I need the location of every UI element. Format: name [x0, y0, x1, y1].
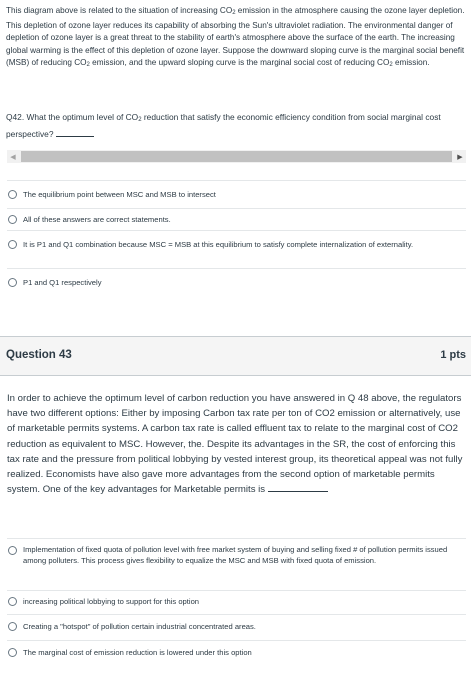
radio-button[interactable] [8, 240, 17, 249]
horizontal-scrollbar[interactable] [7, 150, 466, 163]
radio-button[interactable] [8, 648, 17, 657]
q43-option-1[interactable]: Implementation of fixed quota of pollution level with free market system of buying and selling fixed # of pollution permits issued among polluters. This process gives flexibility to equalize the MSC and MSB with fixed quota of emission. [7, 538, 466, 591]
q42-option-3[interactable]: It is P1 and Q1 combination because MSC = MSB at this equilibrium to satisfy complete internalization of externality. [7, 230, 466, 269]
scroll-left-icon[interactable]: ◀ [10, 153, 16, 161]
radio-button[interactable] [8, 546, 17, 555]
question-43-text: In order to achieve the optimum level of carbon reduction you have answered in Q 48 above, the regulators have two different options: Either by imposing Carbon tax rate per ton of CO2 emission or alternatively, use of marketable permits systems. A carbon tax rate is called effluent tax to relate to the marginal cost of CO2 reduction as equivalent to MSC. However, the. Despite its advantages in the SR, the cost of enforcing this tax rate and the pressure from political lobbying by vested interest group, its theoretical appeal was not fully realized. Economists have also gave more advantages from the second option of marketable permits system. One of the key advantages for Marketable permits is [7, 393, 463, 496]
radio-button[interactable] [8, 622, 17, 631]
q43-option-4[interactable]: The marginal cost of emission reduction is lowered under this option [7, 640, 466, 667]
radio-button[interactable] [8, 215, 17, 224]
radio-button[interactable] [8, 597, 17, 606]
q43-option-3[interactable]: Creating a "hotspot" of pollution certain industrial concentrated areas. [7, 614, 466, 641]
question-points: 1 pts [440, 349, 466, 361]
question-43-header [0, 336, 471, 376]
answer-blank [268, 482, 328, 492]
q43-option-2[interactable]: increasing political lobbying to support for this option [7, 590, 466, 615]
q42-option-1[interactable]: The equilibrium point between MSC and MSB to intersect [7, 180, 466, 209]
radio-button[interactable] [8, 278, 17, 287]
q42-option-4[interactable]: P1 and Q1 respectively [7, 268, 466, 291]
radio-button[interactable] [8, 190, 17, 199]
scroll-right-icon[interactable]: ▶ [457, 153, 463, 161]
scrollbar-thumb[interactable] [21, 151, 452, 162]
question-42-text: Q42. What the optimum level of CO2 reduction that satisfy the economic efficiency condition from social marginal cost perspective? [6, 112, 441, 139]
question-title: Question 43 [6, 349, 72, 361]
answer-blank [56, 128, 94, 137]
diagram-context-text: This diagram above is related to the situation of increasing CO2 emission in the atmosphere causing the ozone layer depletion. This depletion of ozone layer reduces its capability of absorbing the Sun's ultraviolet radiation. The environmental danger of depletion of ozone layer is a great threat to the stability of earth's atmosphere above the surface of the earth. The increasing global warming is the effect of this depletion of ozone layer. Suppose the downward sloping curve is the marginal social benefit (MSB) of reducing CO2 emission, and the upward sloping curve is the marginal social cost of reducing CO2 emission. [6, 6, 465, 69]
q42-option-2[interactable]: All of these answers are correct statements. [7, 208, 466, 231]
question-42 [0, 0, 471, 287]
